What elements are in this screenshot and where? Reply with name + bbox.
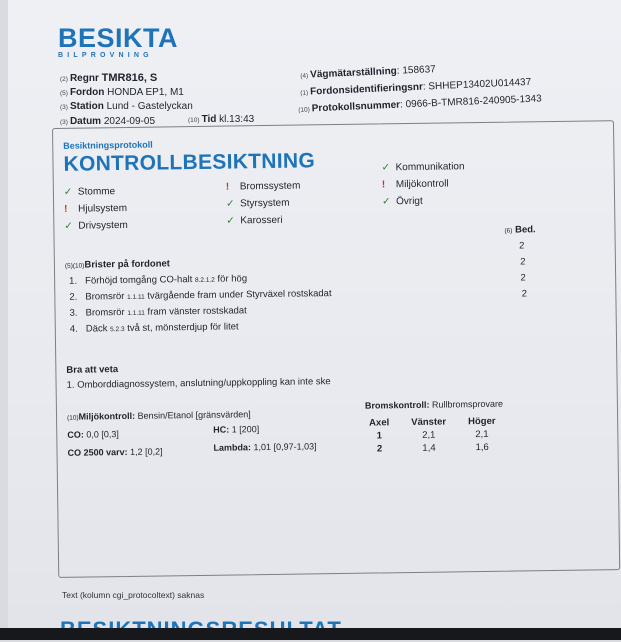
table-cell: 2,1 <box>475 428 489 441</box>
miljo-hc: HC: 1 [200] <box>213 424 260 435</box>
field-station: (3) Station Lund - Gastelyckan <box>60 101 193 112</box>
table-cell: 2 <box>376 443 383 455</box>
protocol-box <box>52 120 620 578</box>
table-cell: 1 <box>376 430 383 442</box>
bottom-edge <box>0 628 621 640</box>
column-header: Höger <box>468 415 496 428</box>
bed-value: 2 <box>518 240 525 252</box>
field-fin: (1) Fordonsidentifieringsnr: SHHEP13402U014437 <box>300 76 532 98</box>
field-vagmatare: (4) Vägmätarställning: 158637 <box>300 64 436 81</box>
logo-subtext: BILPROVNING <box>58 52 153 59</box>
list-item: 4. Däck 5.2.3 två st, mönsterdjup för litet <box>69 321 239 335</box>
checkmark-icon: ✓ <box>63 186 73 198</box>
warning-icon: ! <box>381 179 386 191</box>
checkmark-icon: ✓ <box>381 162 391 174</box>
check-drivsystem: ✓ Drivsystem <box>64 219 128 232</box>
miljo-lambda: Lambda: 1,01 [0,97-1,03] <box>213 441 317 453</box>
checkmark-icon: ✓ <box>64 220 73 232</box>
check-stomme: ✓ Stomme <box>63 186 116 198</box>
table-row <box>359 442 506 455</box>
list-item: 1. Förhöjd tomgång CO-halt 8.2.1.2 för hög <box>69 273 248 287</box>
logo-text: BESIKTA <box>58 23 179 53</box>
bed-value: 2 <box>520 272 526 284</box>
list-item: 2. Bromsrör 1.1.11 tvärgående fram under Styrväxel rostskadat <box>69 288 332 303</box>
checkmark-icon: ✓ <box>226 215 235 227</box>
bra-att-veta-heading: Bra att veta <box>66 364 119 376</box>
check-kommunikation: ✓ Kommunikation <box>381 161 465 174</box>
table-row <box>359 429 506 442</box>
besikta-logo <box>58 24 178 59</box>
checkmark-icon: ✓ <box>226 198 235 210</box>
miljo-heading: (10)Miljökontroll: Bensin/Etanol [gränsvärden] <box>67 409 251 422</box>
checkmark-icon: ✓ <box>381 196 391 208</box>
list-item: 3. Bromsrör 1.1.11 fram vänster rostskadat <box>69 305 247 319</box>
bed-value: 2 <box>521 288 528 300</box>
miljo-co2500: CO 2500 varv: 1,2 [0,2] <box>67 446 163 458</box>
check-karosseri: ✓ Karosseri <box>226 214 283 227</box>
protocol-subtitle: Besiktningsprotokoll <box>63 139 153 151</box>
column-header: Vänster <box>411 416 447 429</box>
check-hjulsystem: ! Hjulsystem <box>64 202 128 215</box>
broms-heading: Bromskontroll: Rullbromsprovare <box>364 398 504 411</box>
field-protokoll: (10) Protokollsnummer: 0966-B-TMR816-240905-1343 <box>298 93 542 115</box>
warning-icon: ! <box>225 181 230 193</box>
bra-att-veta-item: 1. Omborddiagnossystem, anslutning/uppkoppling kan inte ske <box>66 376 331 391</box>
field-datum: (3) Datum 2024-09-05 <box>60 116 156 127</box>
field-tid: (10) Tid kl.13:43 <box>188 114 255 125</box>
table-cell: 1,6 <box>475 441 489 454</box>
miljo-co: CO: 0,0 [0,3] <box>67 429 119 440</box>
table-cell: 2,1 <box>422 429 436 441</box>
table-header-row <box>359 416 506 429</box>
field-regnr: (2) Regnr TMR816, S <box>60 72 158 84</box>
footer-note: Text (kolumn cgi_protocoltext) saknas <box>62 590 205 600</box>
table-cell: 1,4 <box>422 442 436 454</box>
check-miljokontroll: ! Miljökontroll <box>381 178 449 191</box>
bed-value: 2 <box>520 256 526 268</box>
check-styrsystem: ✓ Styrsystem <box>226 197 290 210</box>
protocol-title: KONTROLLBESIKTNING <box>63 149 316 176</box>
check-ovrigt: ✓ Övrigt <box>381 195 423 208</box>
warning-icon: ! <box>64 203 68 215</box>
field-fordon: (5) Fordon HONDA EP1, M1 <box>60 87 184 98</box>
broms-table <box>357 414 508 457</box>
brister-heading: (5)(10)Brister på fordonet <box>64 258 171 271</box>
bed-header: (6) Bed. <box>504 224 536 236</box>
check-bromssystem: ! Bromssystem <box>225 180 301 193</box>
column-header: Axel <box>369 417 390 429</box>
